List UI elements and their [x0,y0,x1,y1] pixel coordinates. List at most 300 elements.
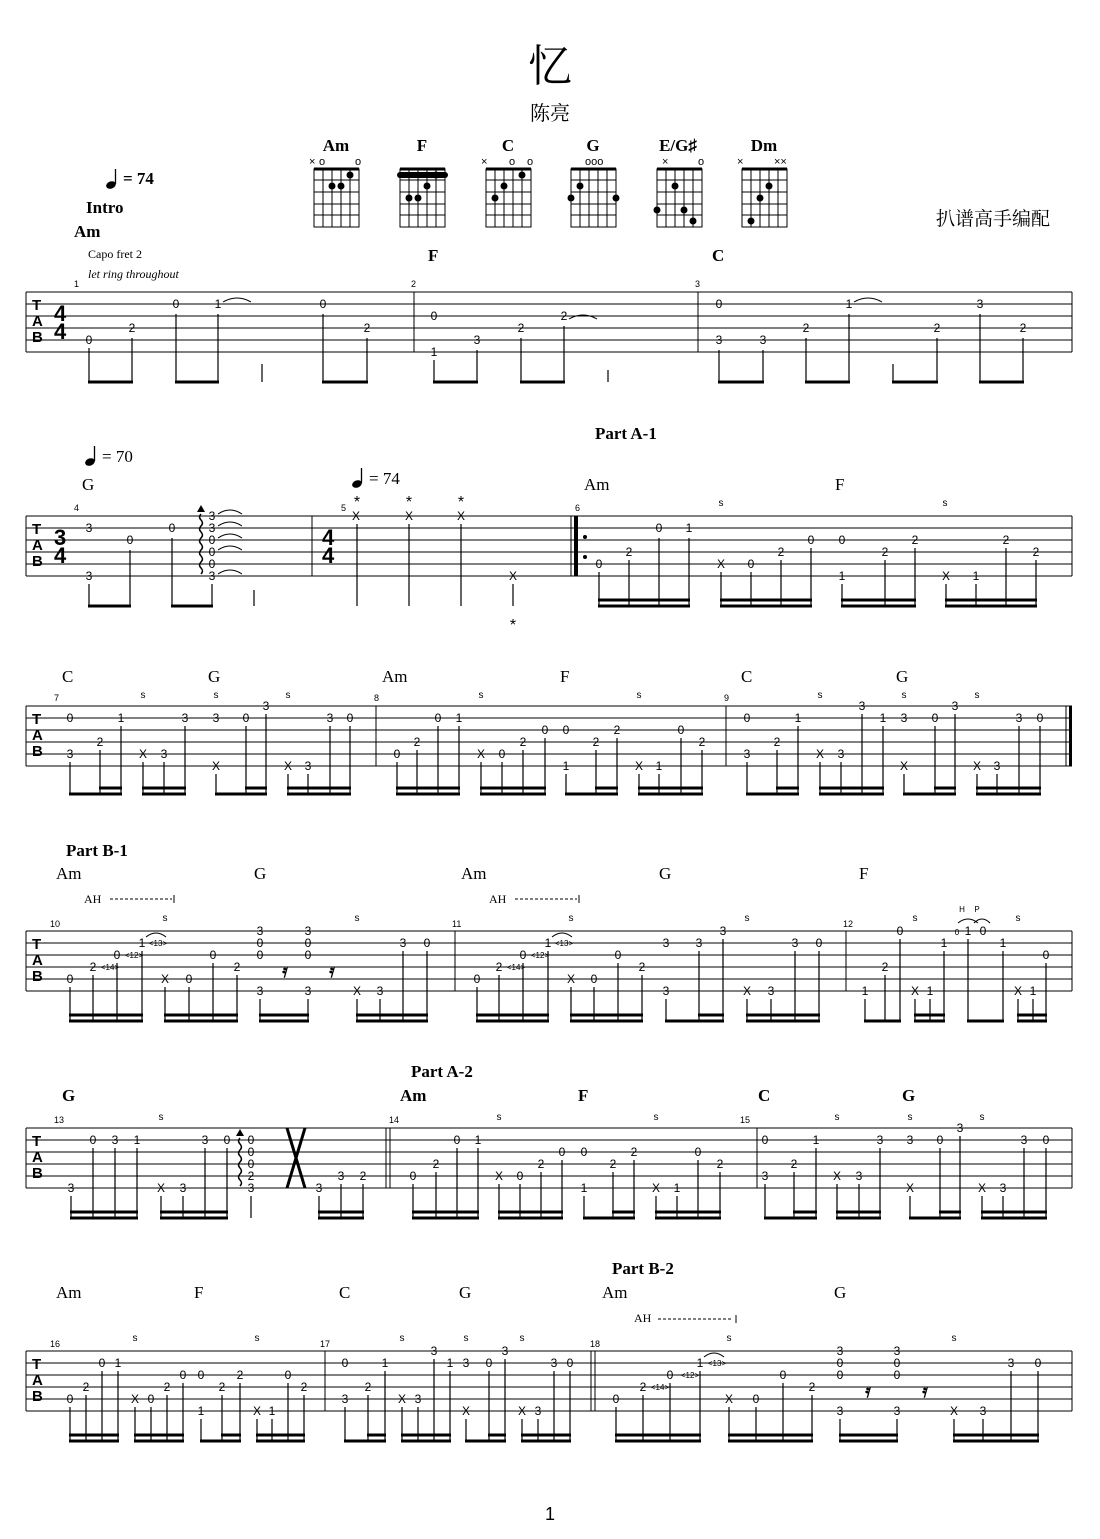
svg-text:1: 1 [562,759,570,773]
chord-label: Am [400,1086,427,1105]
svg-text:0: 0 [836,1368,844,1382]
svg-text:3: 3 [212,711,220,725]
svg-text:X: X [130,1392,140,1406]
svg-text:0: 0 [66,711,74,725]
svg-text:1: 1 [794,711,802,725]
measure-number: 14 [389,1115,400,1125]
svg-text:X: X [397,1392,407,1406]
svg-text:0: 0 [168,521,176,535]
svg-text:s: s [463,1333,469,1344]
svg-text:0: 0 [341,1356,349,1370]
svg-text:1: 1 [430,345,438,359]
svg-text:X: X [461,1404,471,1418]
svg-text:0: 0 [838,533,846,547]
svg-text:<13>: <13> [554,939,574,948]
svg-text:3: 3 [337,1169,345,1183]
svg-text:3: 3 [473,333,481,347]
measure-number: 6 [575,503,581,513]
svg-text:1: 1 [580,1181,588,1195]
chord-label: G [82,475,95,494]
svg-text:X: X [634,759,644,773]
measure-number: 9 [724,693,730,703]
svg-text:1: 1 [940,936,948,950]
svg-text:1: 1 [812,1133,820,1147]
section-label: Intro [86,198,124,217]
measure-number: 12 [843,919,854,929]
svg-text:0: 0 [66,972,74,986]
svg-text:X: X [211,759,221,773]
svg-text:0: 0 [752,1392,760,1406]
svg-text:3: 3 [85,569,93,583]
time-signature: 4 [54,301,67,326]
svg-text:X: X [899,759,909,773]
svg-text:3: 3 [399,936,407,950]
svg-text:2: 2 [96,735,104,749]
svg-text:0: 0 [694,1145,702,1159]
svg-text:3: 3 [767,984,775,998]
svg-text:3: 3 [662,936,670,950]
chord-label: G [208,667,221,686]
svg-text:P: P [974,905,980,914]
svg-text:0: 0 [893,1356,901,1370]
svg-text:s: s [478,690,484,701]
svg-text:3: 3 [1007,1356,1015,1370]
svg-text:0: 0 [434,711,442,725]
svg-text:2: 2 [236,1368,244,1382]
svg-text:1: 1 [879,711,887,725]
svg-text:2: 2 [802,321,810,335]
svg-text:2: 2 [537,1157,545,1171]
svg-text:0: 0 [677,723,685,737]
svg-text:s: s [726,1333,732,1344]
svg-text:2: 2 [1019,321,1027,335]
svg-text:2: 2 [359,1169,367,1183]
svg-text:0: 0 [815,936,823,950]
quarter-note-icon [106,168,120,190]
svg-text:0: 0 [179,1368,187,1382]
svg-text:X: X [476,747,486,761]
svg-text:3: 3 [715,333,723,347]
chord-diagram-name: C [501,136,515,155]
svg-text:1: 1 [838,569,846,583]
svg-text:o: o [509,156,516,168]
svg-text:X: X [941,569,951,583]
svg-text:X: X [742,984,752,998]
svg-text:1: 1 [1029,984,1037,998]
svg-text:X: X [517,1404,527,1418]
tab-letter: A [32,537,43,554]
svg-text:0: 0 [485,1356,493,1370]
svg-text:0: 0 [595,557,603,571]
chord-label: Am [461,864,487,883]
svg-text:0: 0 [208,545,216,559]
chord-diagrams-graphic [300,155,787,230]
tab-letter: B [32,968,43,985]
svg-text:2: 2 [163,1380,171,1394]
svg-text:𝄿: 𝄿 [922,1381,928,1401]
svg-text:0: 0 [319,297,327,311]
svg-text:o: o [698,156,705,168]
tab-letter: B [32,553,43,570]
svg-text:X: X [716,557,726,571]
tab-letter: B [32,329,43,346]
svg-text:3: 3 [743,747,751,761]
svg-text:0: 0 [209,948,217,962]
svg-text:0: 0 [558,1145,566,1159]
svg-text:s: s [817,690,823,701]
section-label: Part B-1 [66,841,128,860]
chord-label: G [459,1283,472,1302]
svg-text:3: 3 [262,699,270,713]
svg-text:s: s [1015,913,1021,924]
svg-text:3: 3 [208,569,216,583]
svg-text:0: 0 [1042,1133,1050,1147]
svg-text:3: 3 [836,1404,844,1418]
chord-label: G [254,864,267,883]
svg-text:0: 0 [208,533,216,547]
measure-number: 1 [74,279,80,289]
measure-number: 13 [54,1115,65,1125]
artist-name: 陈亮 [530,101,570,125]
svg-text:2: 2 [639,1380,647,1394]
svg-text:3: 3 [550,1356,558,1370]
svg-text:×: × [309,156,316,168]
svg-text:3: 3 [858,699,866,713]
tab-letter: B [32,1165,43,1182]
chord-label: G [896,667,909,686]
svg-text:*: * [405,494,413,511]
svg-text:s: s [974,690,980,701]
svg-text:s: s [496,1112,502,1123]
svg-text:3: 3 [837,747,845,761]
svg-text:2: 2 [716,1157,724,1171]
tab-letter: B [32,743,43,760]
svg-text:3: 3 [695,936,703,950]
svg-text:0: 0 [223,1133,231,1147]
svg-text:0: 0 [931,711,939,725]
tab-staff-system-5 [0,1110,1100,1230]
chord-label: F [428,246,439,265]
svg-text:3: 3 [951,699,959,713]
svg-text:X: X [283,759,293,773]
svg-text:0: 0 [113,948,121,962]
chord-label: G [659,864,672,883]
svg-text:1: 1 [926,984,934,998]
svg-text:o: o [355,156,362,168]
svg-text:0: 0 [409,1169,417,1183]
svg-text:3: 3 [179,1181,187,1195]
svg-text:1: 1 [474,1133,482,1147]
tab-letter: A [32,1149,43,1166]
tab-letter: A [32,952,43,969]
tab-letter: T [32,1133,42,1150]
svg-text:s: s [979,1112,985,1123]
svg-text:0: 0 [936,1133,944,1147]
svg-text:1: 1 [696,1356,704,1370]
svg-text:3: 3 [534,1404,542,1418]
svg-text:X: X [508,569,518,583]
chord-label: Am [56,864,82,883]
svg-text:<12>: <12> [680,1371,700,1380]
measure-number: 16 [50,1339,61,1349]
arranger-credit: 扒谱高手编配 [936,208,1051,230]
chord-label: F [560,667,570,686]
svg-text:0: 0 [666,1368,674,1382]
tab-staff-system-4 [0,895,1100,1035]
svg-text:X: X [160,972,170,986]
svg-text:3: 3 [836,1344,844,1358]
svg-text:1: 1 [544,936,552,950]
svg-text:2: 2 [625,545,633,559]
svg-text:s: s [568,913,574,924]
svg-text:<12>: <12> [124,951,144,960]
svg-text:3: 3 [759,333,767,347]
svg-text:1: 1 [685,521,693,535]
measure-number: 15 [740,1115,751,1125]
svg-text:X: X [566,972,576,986]
chord-label: Am [382,667,408,686]
svg-text:3: 3 [304,924,312,938]
svg-text:0: 0 [562,723,570,737]
svg-text:2: 2 [609,1157,617,1171]
svg-text:0: 0 [208,557,216,571]
svg-text:s: s [907,1112,913,1123]
svg-text:3: 3 [979,1404,987,1418]
svg-text:X: X [352,984,362,998]
svg-text:s: s [519,1333,525,1344]
svg-text:0: 0 [242,711,250,725]
svg-text:3: 3 [201,1133,209,1147]
measure-number: 8 [374,693,380,703]
svg-text:2: 2 [82,1380,90,1394]
harmonic-marking: AH [489,892,507,906]
tab-letter: A [32,1372,43,1389]
svg-text:3: 3 [993,759,1001,773]
svg-text:3: 3 [855,1169,863,1183]
svg-text:X: X [651,1181,661,1195]
svg-text:<14>: <14> [100,963,120,972]
svg-text:𝄿: 𝄿 [329,961,335,981]
svg-text:××: ×× [774,156,787,168]
chord-label: F [835,475,845,494]
tab-letter: T [32,711,42,728]
svg-text:0: 0 [346,711,354,725]
svg-text:2: 2 [773,735,781,749]
chord-label: Am [74,222,101,241]
chord-label: F [859,864,869,883]
measure-number: 11 [452,919,462,929]
svg-text:s: s [718,498,724,509]
quarter-note-icon [85,445,99,467]
section-label: Part A-1 [595,424,657,443]
svg-text:0: 0 [541,723,549,737]
svg-text:o: o [527,156,534,168]
svg-text:2: 2 [630,1145,638,1159]
svg-text:<13>: <13> [707,1359,727,1368]
svg-text:3: 3 [256,984,264,998]
svg-text:o: o [319,156,326,168]
svg-text:2: 2 [1002,533,1010,547]
svg-text:s: s [254,1333,260,1344]
harmonic-marking: AH [84,892,102,906]
svg-text:X: X [724,1392,734,1406]
svg-text:0: 0 [743,711,751,725]
svg-text:3: 3 [208,509,216,523]
svg-text:0: 0 [85,333,93,347]
svg-text:s: s [158,1112,164,1123]
svg-text:X: X [1013,984,1023,998]
svg-text:1: 1 [655,759,663,773]
tab-letter: T [32,297,42,314]
chord-label: F [578,1086,589,1105]
svg-text:3: 3 [893,1344,901,1358]
svg-text:0: 0 [896,924,904,938]
svg-text:2: 2 [881,545,889,559]
svg-text:0: 0 [172,297,180,311]
svg-text:3: 3 [66,747,74,761]
svg-text:<12>: <12> [530,951,550,960]
time-signature: 4 [322,543,335,568]
svg-text:0: 0 [247,1157,255,1171]
svg-text:1: 1 [964,924,972,938]
svg-text:1: 1 [845,297,853,311]
svg-text:s: s [942,498,948,509]
svg-text:3: 3 [85,521,93,535]
svg-text:2: 2 [881,960,889,974]
svg-text:*: * [509,617,517,634]
svg-text:2: 2 [613,723,621,737]
tab-letter: A [32,313,43,330]
svg-text:2: 2 [218,1380,226,1394]
time-signature: 4 [322,525,335,550]
svg-text:𝄿: 𝄿 [282,961,288,981]
svg-text:0: 0 [126,533,134,547]
svg-text:2: 2 [790,1157,798,1171]
svg-text:×: × [737,156,744,168]
svg-text:0: 0 [807,533,815,547]
svg-text:0: 0 [590,972,598,986]
svg-text:3: 3 [893,1404,901,1418]
page-number: 1 [544,1504,555,1524]
svg-text:X: X [351,509,361,523]
tab-letter: B [32,1388,43,1405]
svg-text:1: 1 [673,1181,681,1195]
svg-text:1: 1 [972,569,980,583]
tab-staff-system-6 [0,1315,1100,1455]
svg-text:X: X [494,1169,504,1183]
svg-text:1: 1 [133,1133,141,1147]
measure-number: 10 [50,919,61,929]
svg-text:𝄿: 𝄿 [865,1381,871,1401]
svg-text:3: 3 [111,1133,119,1147]
chord-label: G [834,1283,847,1302]
svg-text:s: s [140,690,146,701]
svg-text:3: 3 [999,1181,1007,1195]
chord-label: Am [602,1283,628,1302]
svg-text:<14>: <14> [506,963,526,972]
svg-text:2: 2 [128,321,136,335]
tab-staff-system-1 [0,276,1100,396]
measure-number: 2 [411,279,417,289]
svg-text:0: 0 [779,1368,787,1382]
svg-text:3: 3 [662,984,670,998]
svg-text:×: × [481,156,488,168]
svg-text:3: 3 [326,711,334,725]
chord-diagram-name: G [586,136,600,155]
svg-text:3: 3 [304,984,312,998]
svg-text:X: X [456,509,466,523]
svg-text:X: X [905,1181,915,1195]
tab-letter: T [32,521,42,538]
svg-text:0: 0 [197,1368,205,1382]
svg-text:3: 3 [256,924,264,938]
svg-text:3: 3 [181,711,189,725]
svg-text:s: s [834,1112,840,1123]
svg-text:2: 2 [698,735,706,749]
svg-text:3: 3 [247,1181,255,1195]
svg-text:3: 3 [341,1392,349,1406]
svg-text:s: s [132,1333,138,1344]
svg-text:2: 2 [911,533,919,547]
svg-text:3: 3 [462,1356,470,1370]
svg-text:3: 3 [315,1181,323,1195]
svg-text:s: s [653,1112,659,1123]
svg-text:s: s [162,913,168,924]
svg-text:*: * [457,494,465,511]
chord-label: G [62,1086,76,1105]
svg-text:s: s [354,913,360,924]
svg-text:X: X [972,759,982,773]
svg-text:0: 0 [393,747,401,761]
svg-text:2: 2 [519,735,527,749]
svg-text:3: 3 [376,984,384,998]
measure-number: 17 [320,1339,331,1349]
svg-text:X: X [832,1169,842,1183]
svg-text:0: 0 [423,936,431,950]
svg-text:s: s [901,690,907,701]
svg-text:3: 3 [956,1121,964,1135]
svg-text:2: 2 [933,321,941,335]
svg-text:s: s [399,1333,405,1344]
svg-text:0: 0 [954,928,960,937]
svg-text:3: 3 [414,1392,422,1406]
svg-text:0: 0 [715,297,723,311]
measure-number: 18 [590,1339,601,1349]
chord-label: C [758,1086,771,1105]
capo-instruction: Capo fret 2 [88,247,142,261]
svg-text:s: s [213,690,219,701]
svg-text:0: 0 [304,948,312,962]
let-ring-instruction: let ring throughout [88,267,179,281]
svg-text:0: 0 [247,1133,255,1147]
chord-label: Am [584,475,610,494]
chord-label: G [902,1086,916,1105]
measure-number: 3 [695,279,701,289]
svg-text:3: 3 [304,759,312,773]
svg-text:3: 3 [1015,711,1023,725]
svg-text:0: 0 [453,1133,461,1147]
svg-text:1: 1 [455,711,463,725]
svg-text:3: 3 [160,747,168,761]
svg-text:s: s [951,1333,957,1344]
chord-label: C [62,667,74,686]
svg-text:2: 2 [364,1380,372,1394]
svg-text:s: s [744,913,750,924]
section-label: Part B-2 [612,1259,674,1278]
svg-text:0: 0 [761,1133,769,1147]
chord-diagram-name: F [416,136,428,155]
svg-text:3: 3 [876,1133,884,1147]
